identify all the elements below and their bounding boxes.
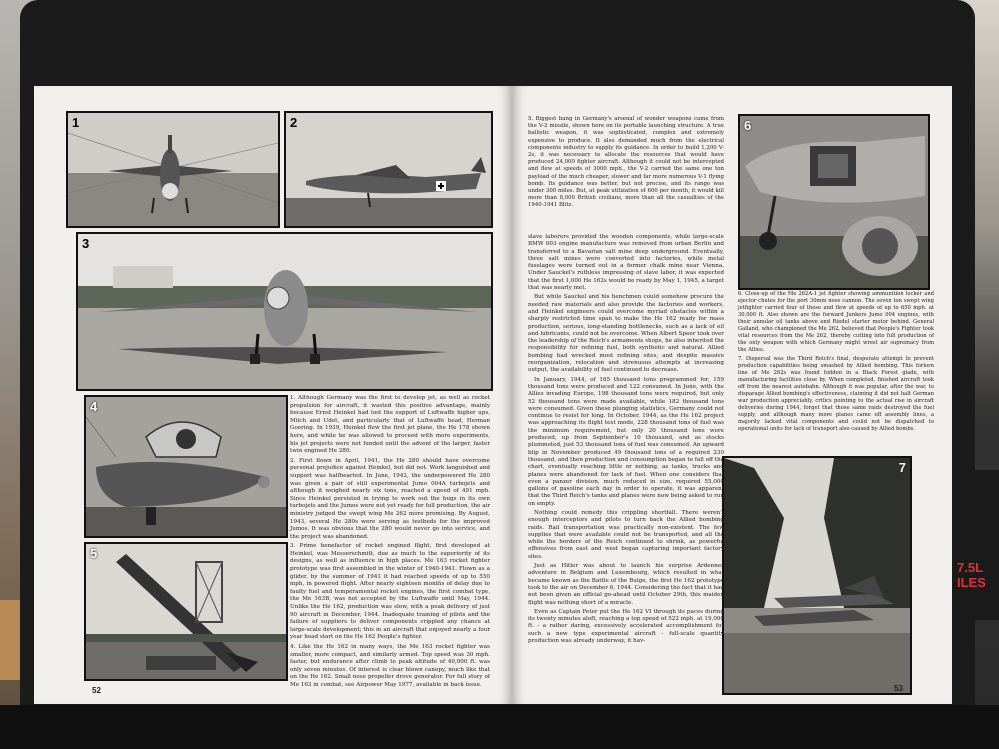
body-paragraph: Even as Captain Peter put the He 162 VI through its paces during its twenty minutes aloft, reaching a top speed of 522 mph. at 19,000 ft. - a rather daring, excessively accelerated accomplishment for such a new type experimental aircraft - full-scale quantity production was already underway, it hav- bbox=[528, 608, 724, 645]
right-page bbox=[512, 86, 952, 704]
left-page bbox=[34, 86, 512, 704]
figure-number: 5 bbox=[90, 546, 98, 561]
he162-front-illustration bbox=[78, 234, 491, 389]
body-paragraph: slave laborers provided the wooden components, while large-scale BMW 003 engine manufacture was removed from urban Berlin and transferred to a Bavarian salt mine deep underground. Eventually, three salt mines were converted into factories, while metal fuselages were turned out in a former chalk mine near Vienna. Under Sauckel's ruthless impressing of slave labor, it was expected that the first 1,000 He 162s would be ready by May 1, 1945, a target that was nearly met. bbox=[528, 234, 724, 292]
caption-3: 3. Prime benefactor of rocket engined flight, first developed at Heinkel, was Messerschmitt, due as much to the superiority of its designs, as well as influence in high places. Me 163 rocket fighter prototype was first assembled in the winter of 1940-1941. Flown as a glider, by the summer of 1941 it had reached speeds of up to 550 mph, in powered flight. After nearly eighteen months of delay due to faulty fuel and temperamental rocket engines, the first combat type, the Me 163B, was not accepted by the Luftwaffe until May, 1944. Unlike the He 162, production was slow, with a peak delivery of just 90 aircraft in December, 1944. Inadequate training of pilots and the failure of suppliers to deliver components crippled any chance at large-scale development; this in an aircraft that enjoyed nearly a four year head start on the He 162 People's fighter. bbox=[290, 543, 490, 641]
photo-me163 bbox=[84, 395, 288, 538]
body-paragraph: In January, 1944, of 165 thousand tons programmed for, 159 thousand tons were produced and 122 consumed. In June, with the Allies invading Europe, 198 thousand tons were required, but only 52 thousand tons were made available, while 182 thousand tons were consumed. Given these plunging statistics, Germany could not continue to resist for long. In October, 1944, as the He 162 project was approaching its flight test mode, 228 thousand tons of fuel was the minimum requirement, but only 20 thousand tons were produced, up from September's 10 thousand, and as stocks plummeted, just 53 thousand tons of fuel was consumed. An upward blip in November produced 49 thousand tons of a required 230 thousand, and then production and consumption began to fall off the chart, eventually reaching little or nothing, as tanks, trucks and planes were abandoned for lack of fuel. When one considers that even a panzer division, much reduced in size, required 55,000 gallons of gasoline each day in order to operate, it was apparent that the Third Reich's tanks and planes were now being asked to run on empty. bbox=[528, 376, 724, 507]
page-number-right: 53 bbox=[894, 684, 903, 693]
body-paragraph: Nothing could remedy this crippling shortfall. There weren't enough interceptors and pilots to turn back the Allied bombing raids. Rail transportation was practically non-existent. The few supplies that were available could not be transported, and all the while the borders of the Reich continued to shrink, as powerful offensives from east and west began capturing important factory sites. bbox=[528, 509, 724, 560]
figure-number: 7 bbox=[898, 460, 906, 475]
photo-he178 bbox=[66, 111, 280, 228]
me262-closeup-illustration bbox=[740, 116, 928, 288]
he280-jet-illustration bbox=[286, 113, 491, 226]
caption-column-left bbox=[290, 395, 490, 690]
display-stand-base bbox=[0, 705, 999, 749]
caption-7: 7. Dispersal was the Third Reich's final, desperate attempt to prevent production capabilities being smashed by Allied bombing. This forlorn line of Me 262s was found hidden in a Black Forest glade, with manufacturing facilities close by. When completed, finished aircraft took off from the nearest autobahn. Although it was popular, after the war, to disparage Allied bombing's effectiveness, claiming it did not halt German war production appreciably, critics pointing to the actual rise in aircraft deliveries during 1944, forget that those same raids destroyed the fuel supply, and although many more planes came off assembly lines, a majority lacked vital components and could not be dispatched to operational units for lack of transport also caused by Allied bombs. bbox=[738, 356, 934, 432]
article-body bbox=[528, 234, 724, 698]
body-paragraph: But while Sauckel and his henchmen could somehow procure the needed raw materials and also provide the factories and workers, and Heinkel engineers could overcome myriad obstacles within a sharply restricted time span to make the He 162 ready for mass production, serious, long-standing bottlenecks, such as a lack of oil and lubricants, could not be overcome. When Albert Speer took over the leadership of the Reich's armaments shops, he also inherited the responsibility for refining fuel, both synthetic and natural. Allied bombing had wrecked most refining sites, and despite massive reorganization, relocation and strenuous attempts at increasing output, the availability of fuel continued to decrease. bbox=[528, 294, 724, 374]
background-box bbox=[953, 470, 999, 620]
body-paragraph: Just as Hitler was about to launch his surprise Ardennes adventure in Belgium and Luxembourg, which resulted in what became known as the Battle of the Bulge, the first He 162 prototype took to the air on December 6, 1944. Considering the fact that it had not been given an official go-ahead until October 29th, this maiden flight was nothing short of a miracle. bbox=[528, 563, 724, 606]
figure-number: 6 bbox=[744, 118, 752, 133]
figure-number: 4 bbox=[90, 399, 98, 414]
page-number-left: 52 bbox=[92, 686, 101, 695]
photo-v2-missile bbox=[84, 542, 288, 681]
he178-jet-illustration bbox=[68, 113, 278, 226]
photo-me262-closeup bbox=[738, 114, 930, 290]
caption-1: 1. Although Germany was the first to develop jet, as well as rocket propulsion for aircraft, it wasted this positive advantage, mainly because Ernst Heinkel had lost the support of Luftwaffe higher ups, Milch and Udet, and particularly that of Luftwaffe head, Herman Goering. In 1939, Heinkel flew the first jet plane, the He 178 shown here, and while he was allowed to proceed with more experiments, his jet projects were not funded until the advent of the larger, faster twin engined He 280. bbox=[290, 395, 490, 455]
figure-number: 1 bbox=[72, 115, 80, 130]
me163-rocket-fighter-illustration bbox=[86, 397, 286, 536]
caption-6: 6. Close-up of the Me 262A-1 jet fighter showing ammunition locker and ejector chutes for the port 30mm nose cannon. The seven ton swept wing jetfighter carried four of these and flew at speeds of up to 650 mph. at 30,000 ft. Also shown are the forward Junkers Jumo 004 engines, with their annular oil tanks above and Riedel starter motor behind. General Galland, who championed the Me 262, believed that People's Fighter took vital resources from the Me 262, thereby cutting into full production of the only weapon with which Germany might wrest air supremacy from the Allies. bbox=[738, 291, 934, 353]
v2-missile-illustration bbox=[86, 544, 286, 679]
caption-5: 5. Biggest bang in Germany's arsenal of wonder weapons came from the V-2 missile, shown here on its portable launching structure. A true ballistic weapon, it was sophisticated, complex and extremely expensive to produce. It also demanded much from the electrical components industry to supply its guidance. In order to build 1,200 V-2s, it was necessary to allocate the resources that would have produced 24,000 fighter aircraft. Although it could not be intercepted and flew at speeds of 3000 mph., the V-2 carried the same one ton payload of the much cheaper, slower and far more numerous V-1 flying bomb. Its guidance was better, but not precise, and its range was under 300 miles. But, at peak utilization of 600 per month, it would kill more than 8,000 British civilians, more than all the casualties of the 1940-1941 Blitz. bbox=[528, 116, 724, 209]
photo-he280 bbox=[284, 111, 493, 228]
caption-2: 2. First flown in April, 1941, the He 280 should have overcome personal prejudice against Heinkel, but did not. Work languished and support was halfhearted. In June, 1942, the underpowered He 280 was given a pair of still experimental Jumo 004A turbojets and although it weighed nearly six tons, reached a speed of 491 mph. Since Heinkel persisted in trying to work out the bugs in its own turbojets and the Jumos were not yet ready for full production, the air ministry judged the swept wing Me 262 more promising. By August, 1943, several He 280s were serving as testbeds for the improved Jumos. It was obvious that the 280 would never go into service, and the project was abandoned. bbox=[290, 457, 490, 540]
background-box-label: 7.5L ILES bbox=[957, 560, 986, 590]
photo-me262-forest-dispersal bbox=[722, 456, 912, 695]
figure-number: 2 bbox=[290, 115, 298, 130]
caption-4: 4. Like the He 162 in many ways, the Me 163 rocket fighter was smaller, more compact, and similarly armed. Top speed was 30 mph. faster, but endurance after climb to peak altitude of 40,000 ft. was only seven minutes. Of interest is clear blown canopy, much like that on the He 162. Small nose propeller drove generator. For full story of Me 163 in combat, see Airpower May 1977, available in back issue. bbox=[290, 644, 490, 688]
caption-6-7 bbox=[738, 291, 934, 435]
photo-he162-front bbox=[76, 232, 493, 391]
me262-forest-illustration bbox=[724, 458, 910, 693]
figure-number: 3 bbox=[82, 236, 90, 251]
